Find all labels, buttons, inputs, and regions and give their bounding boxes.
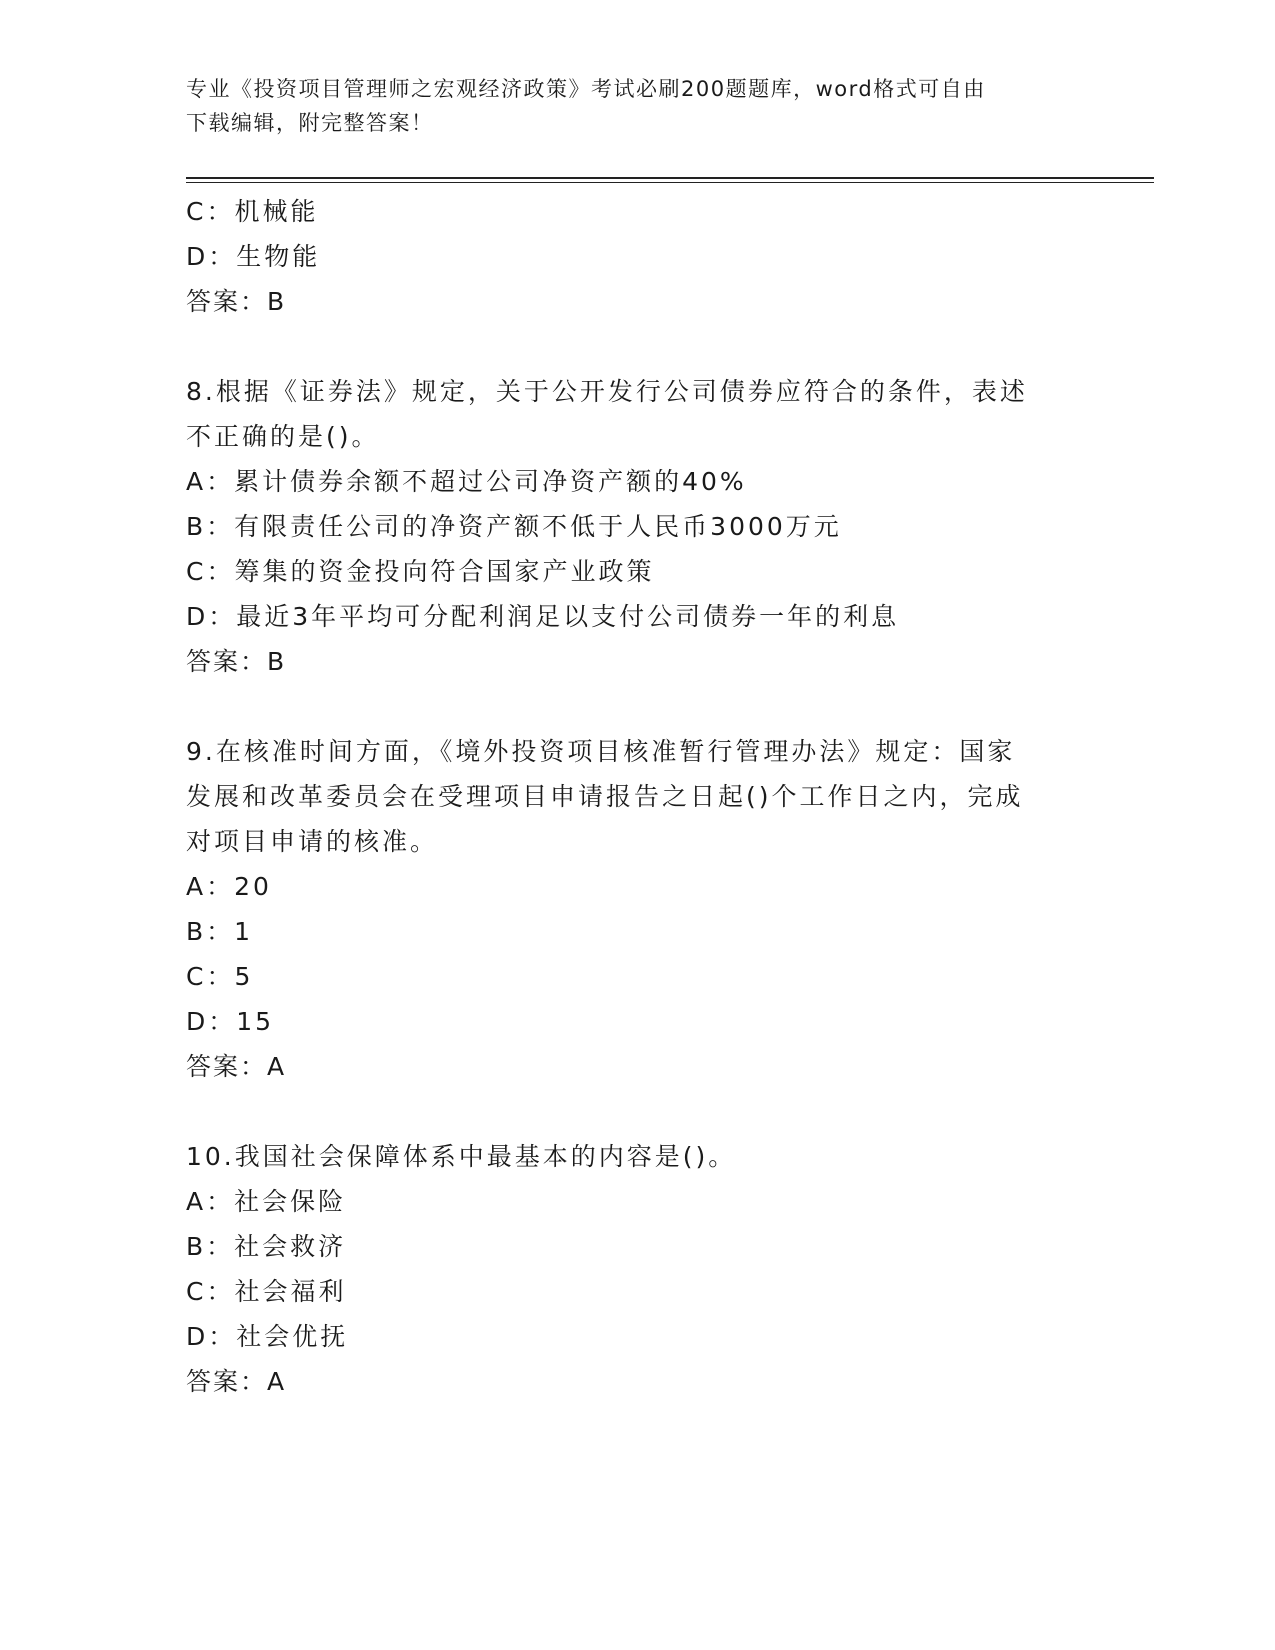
option-d	[186, 1314, 1066, 1359]
option-d	[186, 234, 1066, 279]
option-d	[186, 594, 1066, 639]
option-text: 20	[234, 872, 272, 901]
question-9	[186, 729, 1066, 1089]
question-text-line: 发展和改革委员会在受理项目申请报告之日起()个工作日之内，完成	[186, 782, 1024, 811]
question-text-line: 9.在核准时间方面，《境外投资项目核准暂行管理办法》规定：国家	[186, 737, 1016, 766]
option-text: 15	[236, 1007, 275, 1036]
option-text: 机械能	[234, 197, 319, 226]
answer-line: 答案：A	[186, 1367, 287, 1396]
option-text: 有限责任公司的净资产额不低于人民币3000万元	[234, 512, 842, 541]
option-label: D：	[186, 1322, 237, 1351]
question-10	[186, 1134, 1066, 1404]
document-body	[186, 189, 1066, 1404]
header-divider-thick	[186, 177, 1154, 179]
option-a	[186, 1179, 1066, 1224]
header-line-1: 专业《投资项目管理师之宏观经济政策》考试必刷200题题库，word格式可自由	[186, 77, 986, 101]
option-text: 5	[234, 962, 254, 991]
question-8	[186, 369, 1066, 684]
prev-question-block	[186, 189, 1066, 324]
header-divider-thin	[186, 182, 1154, 183]
option-a	[186, 459, 1066, 504]
option-label: A：	[186, 872, 235, 901]
option-label: C：	[186, 197, 235, 226]
question-text-line: 10.我国社会保障体系中最基本的内容是()。	[186, 1142, 737, 1171]
option-label: C：	[186, 1277, 235, 1306]
option-text: 累计债券余额不超过公司净资产额的40%	[234, 467, 747, 496]
option-a	[186, 864, 1066, 909]
option-text: 生物能	[236, 242, 321, 271]
question-text-line: 对项目申请的核准。	[186, 827, 439, 856]
option-c	[186, 1269, 1066, 1314]
option-label: B：	[186, 1232, 235, 1261]
option-label: D：	[186, 242, 237, 271]
option-d	[186, 999, 1066, 1044]
header-line-2: 下载编辑，附完整答案！	[186, 111, 434, 135]
option-label: D：	[186, 1007, 237, 1036]
option-text: 社会优抚	[236, 1322, 349, 1351]
option-label: B：	[186, 512, 235, 541]
option-label: C：	[186, 557, 235, 586]
option-label: A：	[186, 467, 235, 496]
option-label: A：	[186, 1187, 235, 1216]
option-c	[186, 954, 1066, 999]
option-text: 1	[234, 917, 254, 946]
answer-line: 答案：B	[186, 287, 287, 316]
option-b	[186, 909, 1066, 954]
question-text-line: 8.根据《证券法》规定，关于公开发行公司债券应符合的条件，表述	[186, 377, 1028, 406]
answer-line: 答案：B	[186, 647, 287, 676]
option-c	[186, 189, 1066, 234]
option-label: C：	[186, 962, 235, 991]
option-b	[186, 504, 1066, 549]
option-text: 社会福利	[234, 1277, 347, 1306]
option-label: B：	[186, 917, 235, 946]
answer-line: 答案：A	[186, 1052, 287, 1081]
document-header	[186, 72, 1066, 140]
option-label: D：	[186, 602, 237, 631]
option-text: 社会保险	[234, 1187, 347, 1216]
option-text: 最近3年平均可分配利润足以支付公司债券一年的利息	[236, 602, 900, 631]
question-text-line: 不正确的是()。	[186, 422, 380, 451]
option-text: 社会救济	[234, 1232, 347, 1261]
option-c	[186, 549, 1066, 594]
option-text: 筹集的资金投向符合国家产业政策	[234, 557, 655, 586]
option-b	[186, 1224, 1066, 1269]
